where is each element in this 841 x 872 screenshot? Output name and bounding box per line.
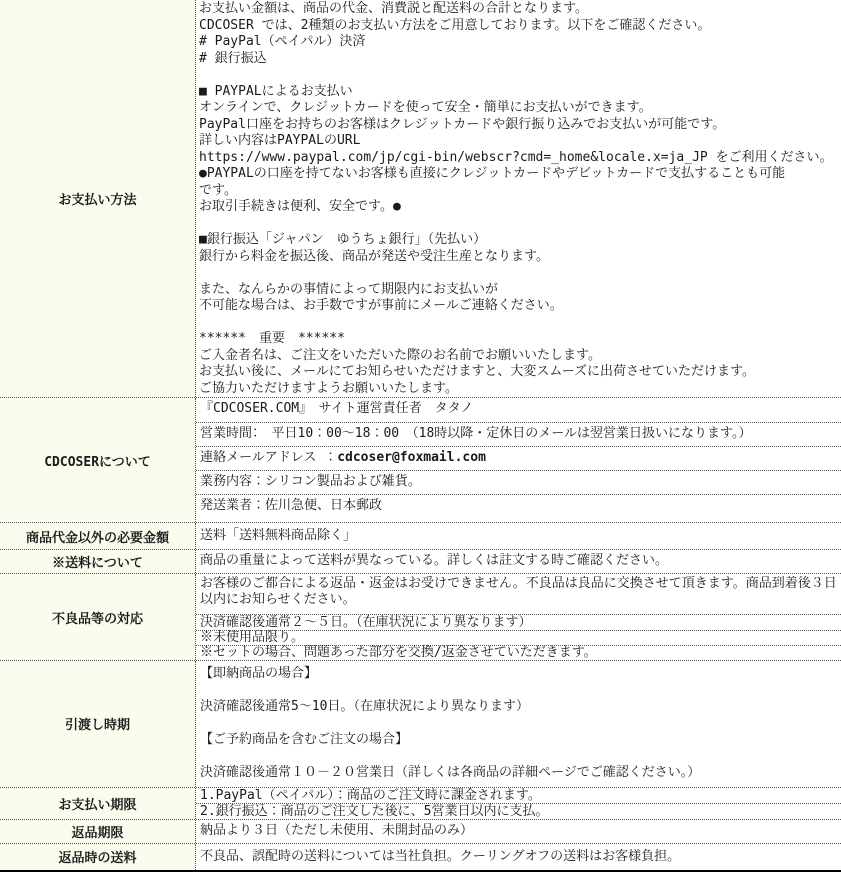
delivery-preorder-text: 決済確認後通常１０－２０営業日（詳しくは各商品の詳細ページでご確認ください。） <box>200 765 701 780</box>
text-line: お取引手続きは便利、安全です。● <box>199 199 401 214</box>
business-description-text: 業務内容：シリコン製品および雑貨。 <box>196 470 841 494</box>
return-deadline-text: 納品より３日（ただし未使用、未開封品のみ） <box>200 822 474 838</box>
section-about-cdcoser <box>0 397 841 522</box>
defective-set-policy-text: ※セットの場合、問題あった部分を交換/返金させていただきます。 <box>196 645 841 660</box>
text-line: 銀行から料金を振込後、商品が発送や受注生産となります。 <box>199 248 549 264</box>
blank-line <box>200 749 837 766</box>
site-operator-text: 『CDCOSER.COM』 サイト運営責任者 タタノ <box>200 401 474 416</box>
defective-items-content <box>196 574 841 660</box>
payment-method-content <box>196 0 841 397</box>
row-header-defective-items: 不良品等の対応 <box>0 574 196 660</box>
extra-fees-text: 送料「送料無料商品除く」 <box>200 528 357 543</box>
row-header-shipping-note: ※送料について <box>0 550 196 573</box>
text-line: # 銀行振込 <box>199 50 267 66</box>
payment-deadline-paypal-text: 1.PayPal（ペイパル）：商品のご注文時に課金されます。 <box>200 787 541 803</box>
text-line: ご協力いただけますようお願いいたします。 <box>199 380 458 396</box>
row-header-delivery-time: 引渡し時期 <box>0 661 196 787</box>
return-deadline-content <box>196 820 841 843</box>
shipping-note-text: 商品の重量によって送料が異なっている。詳しくは註文する時ご確認ください。 <box>200 553 669 568</box>
row-header-about-cdcoser: CDCOSERについて <box>0 398 196 522</box>
section-defective-items <box>0 573 841 660</box>
blank-line <box>199 265 838 282</box>
section-return-deadline <box>0 819 841 843</box>
section-delivery-time <box>0 660 841 787</box>
delivery-preorder-heading: 【ご予約商品を含むご注文の場合】 <box>200 732 409 747</box>
text-line: 詳しい内容はPAYPALのURL <box>199 133 361 148</box>
contact-email-label: 連絡メールアドレス ： <box>200 450 338 465</box>
defective-unused-only-text: ※未使用品限り。 <box>196 630 841 645</box>
delivery-instock-heading: 【即納商品の場合】 <box>200 666 318 681</box>
about-cdcoser-content <box>196 398 841 522</box>
text-line: ■ PAYPALによるお支払い <box>199 83 353 99</box>
blank-line <box>199 216 838 233</box>
row-header-extra-fees: 商品代金以外の必要金額 <box>0 523 196 549</box>
blank-line <box>200 683 837 700</box>
text-line: オンラインで、クレジットカードを使って安全・簡単にお支払いができます。 <box>199 100 652 115</box>
paypal-url-text: https://www.paypal.com/jp/cgi-bin/webscr?cmd=_home&locale.x=ja_JP をご利用ください。 <box>199 149 833 165</box>
text-line: また、なんらかの事情によって期限内にお支払いが <box>199 281 499 297</box>
text-line: 不可能な場合は、お手数ですが事前にメールご連絡ください。 <box>199 298 563 313</box>
defective-exchange-time-text: 決済確認後通常２～５日。（在庫状況により異なります） <box>196 614 841 630</box>
section-payment-deadline <box>0 787 841 819</box>
row-header-return-deadline: 返品期限 <box>0 820 196 843</box>
payment-deadline-bank-text: 2.銀行振込：商品のご注文した後に、5営業日以内に支払。 <box>196 803 841 819</box>
section-payment-method <box>0 0 841 397</box>
delivery-time-content <box>196 661 841 787</box>
delivery-instock-text: 決済確認後通常5～10日。（在庫状況により異なります） <box>200 699 529 714</box>
text-line: です。 <box>199 182 237 198</box>
section-extra-fees <box>0 522 841 549</box>
text-line: CDCOSER では、2種類のお支払い方法をご用意しております。以下をご確認ください。 <box>199 17 711 33</box>
shipping-carrier-text: 発送業者：佐川急便、日本郵政 <box>196 494 841 518</box>
blank-line <box>199 67 838 84</box>
text-line: お支払い後に、メールにてお知らせいただけますと、大変スムーズに出荷させていただけます。 <box>199 364 756 379</box>
return-shipping-text: 不良品、誤配時の送料については当社負担。クーリングオフの送料はお客様負担。 <box>200 848 681 864</box>
text-line: ●PAYPALの口座を持てないお客様も直接にクレジットカードやデビットカードで支払することも可能 <box>199 166 786 181</box>
text-line: ■銀行振込「ジャパン ゆうちょ銀行」（先払い） <box>199 232 487 247</box>
return-shipping-content <box>196 844 841 870</box>
contact-email-address: cdcoser@foxmail.com <box>337 450 486 465</box>
blank-line <box>200 716 837 733</box>
shipping-note-content <box>196 550 841 573</box>
row-header-payment-deadline: お支払い期限 <box>0 788 196 819</box>
extra-fees-content <box>196 523 841 549</box>
row-header-return-shipping: 返品時の送料 <box>0 844 196 870</box>
section-return-shipping <box>0 843 841 870</box>
blank-line <box>199 315 838 332</box>
business-hours-text: 営業時間： 平日10：00～18：00 （18時以降・定休日のメールは翌営業日扱いになります。） <box>196 422 841 446</box>
row-header-payment-method: お支払い方法 <box>0 0 196 397</box>
text-line: PayPal口座をお持ちのお客様はクレジットカードや銀行振り込みでお支払いが可能です。 <box>199 116 726 132</box>
important-note-heading: ****** 重要 ****** <box>199 331 345 346</box>
contact-email-row <box>196 446 841 470</box>
defective-policy-text: お客様のご都合による返品・返金はお受けできません。不良品は良品に交換させて頂きます。商品到着後３日以内にお知らせください。 <box>200 576 837 607</box>
payment-deadline-content <box>196 788 841 819</box>
text-line: # PayPal（ペイパル）決済 <box>199 34 366 49</box>
text-line: ご入金者名は、ご注文をいただいた際のお名前でお願いいたします。 <box>199 347 601 363</box>
text-line: お支払い金額は、商品の代金、消費説と配送料の合計となります。 <box>199 1 588 16</box>
section-shipping-note <box>0 549 841 573</box>
